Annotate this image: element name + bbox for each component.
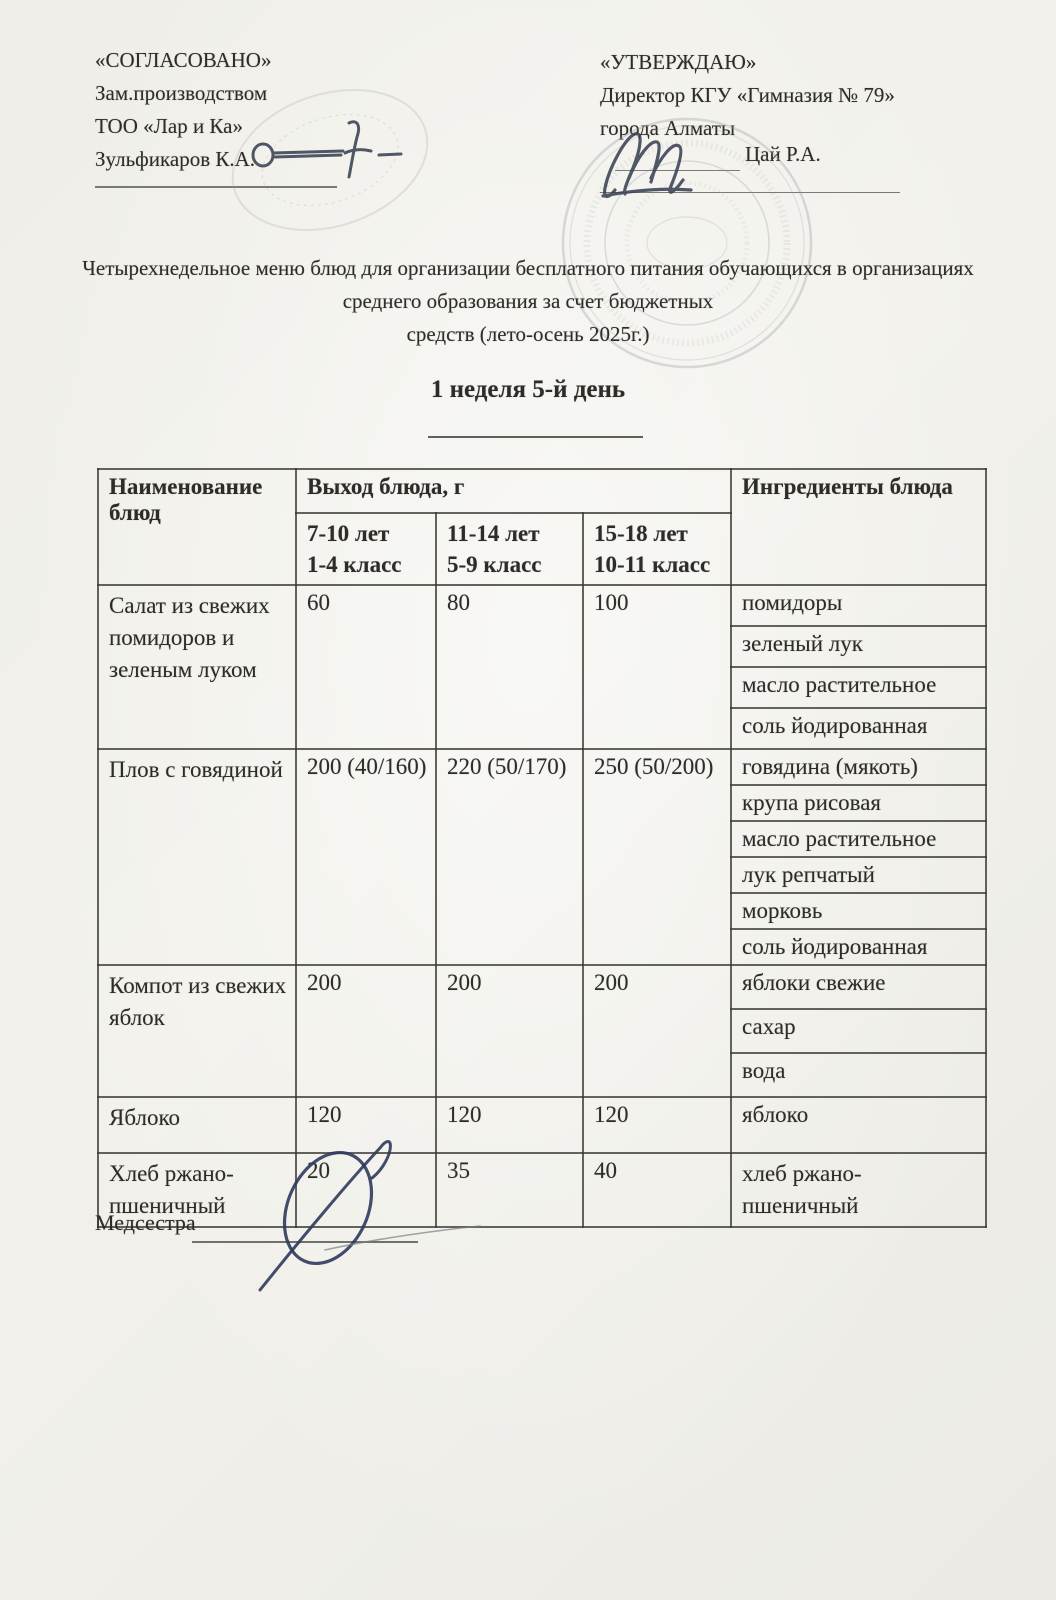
ingredient-cell: лук репчатый <box>731 857 986 893</box>
portion-cell: 60 <box>296 585 436 749</box>
header-dish-name: Наименование блюд <box>98 469 296 585</box>
week-day-heading: 1 неделя 5-й день <box>430 376 626 403</box>
nurse-label: Медсестра <box>95 1210 196 1235</box>
portion-cell: 35 <box>436 1153 583 1227</box>
week-day-underline <box>428 436 643 438</box>
portion-cell: 250 (50/200) <box>583 749 731 965</box>
signature-line-right-short <box>615 170 740 171</box>
approved-position: Директор КГУ «Гимназия № 79» <box>600 83 895 107</box>
document-title-line1: Четырехнедельное меню блюд для организации бесплатного питания обучающихся в организациях <box>82 256 974 280</box>
dish-name-cell: Хлеб ржано-пшеничный <box>98 1153 296 1227</box>
dish-name-cell: Яблоко <box>98 1097 296 1153</box>
portion-cell: 120 <box>583 1097 731 1153</box>
portion-cell: 220 (50/170) <box>436 749 583 965</box>
ingredient-cell: соль йодированная <box>731 929 986 965</box>
portion-cell: 40 <box>583 1153 731 1227</box>
portion-cell: 200 <box>296 965 436 1097</box>
nurse-signature-line <box>192 1241 418 1243</box>
ingredient-cell: масло растительное <box>731 667 986 708</box>
document-title-line2: среднего образования за счет бюджетных <box>342 289 714 313</box>
ingredient-cell: хлеб ржано-пшеничный <box>731 1153 986 1227</box>
age-range: 11-14 лет <box>447 521 540 546</box>
ingredient-cell: соль йодированная <box>731 708 986 749</box>
portion-cell: 20 <box>296 1153 436 1227</box>
ingredient-cell: крупа рисовая <box>731 785 986 821</box>
header-output: Выход блюда, г <box>296 469 731 513</box>
approved-city: города Алматы <box>600 116 736 140</box>
header-age-group-1 <box>296 513 436 585</box>
approved-signer-name: Цай Р.А. <box>745 142 821 166</box>
document-title <box>78 252 978 351</box>
portion-cell: 120 <box>436 1097 583 1153</box>
approval-block-left <box>95 44 425 176</box>
table-row <box>98 1097 986 1153</box>
dish-name-cell: Плов с говядиной <box>98 749 296 965</box>
portion-cell: 80 <box>436 585 583 749</box>
table-row <box>98 1153 986 1227</box>
table-header-row-1 <box>98 469 986 513</box>
ingredient-cell: сахар <box>731 1009 986 1053</box>
dish-name-cell: Салат из свежих помидоров и зеленым луком <box>98 585 296 749</box>
header-ingredients: Ингредиенты блюда <box>731 469 986 585</box>
document-title-line3: средств (лето-осень 2025г.) <box>406 322 650 346</box>
table-row <box>98 585 986 626</box>
signature-line-right-long <box>600 192 900 193</box>
ingredient-cell: яблоко <box>731 1097 986 1153</box>
portion-cell: 200 (40/160) <box>296 749 436 965</box>
ingredient-cell: масло растительное <box>731 821 986 857</box>
dish-name-cell: Компот из свежих яблок <box>98 965 296 1097</box>
agreed-position: Зам.производством <box>95 81 268 105</box>
ingredient-cell: морковь <box>731 893 986 929</box>
ingredient-cell: говядина (мякоть) <box>731 749 986 785</box>
header-age-group-2 <box>436 513 583 585</box>
table-row <box>98 749 986 785</box>
portion-cell: 200 <box>436 965 583 1097</box>
menu-table <box>97 468 987 1228</box>
signature-line-left <box>95 186 337 188</box>
portion-cell: 120 <box>296 1097 436 1153</box>
grade-range: 10-11 класс <box>594 552 711 577</box>
age-range: 7-10 лет <box>307 521 390 546</box>
agreed-title: «СОГЛАСОВАНО» <box>95 48 272 72</box>
ingredient-cell: зеленый лук <box>731 626 986 667</box>
grade-range: 1-4 класс <box>307 552 402 577</box>
grade-range: 5-9 класс <box>447 552 542 577</box>
ingredient-cell: яблоки свежие <box>731 965 986 1009</box>
table-row <box>98 965 986 1009</box>
agreed-company: ТОО «Лар и Ка» <box>95 114 243 138</box>
header-age-group-3 <box>583 513 731 585</box>
portion-cell: 100 <box>583 585 731 749</box>
ingredient-cell: помидоры <box>731 585 986 626</box>
approved-title: «УТВЕРЖДАЮ» <box>600 50 757 74</box>
approval-block-right <box>600 46 1000 145</box>
ingredient-cell: вода <box>731 1053 986 1097</box>
portion-cell: 200 <box>583 965 731 1097</box>
agreed-signer-name: Зульфикаров К.А. <box>95 147 256 171</box>
age-range: 15-18 лет <box>594 521 688 546</box>
